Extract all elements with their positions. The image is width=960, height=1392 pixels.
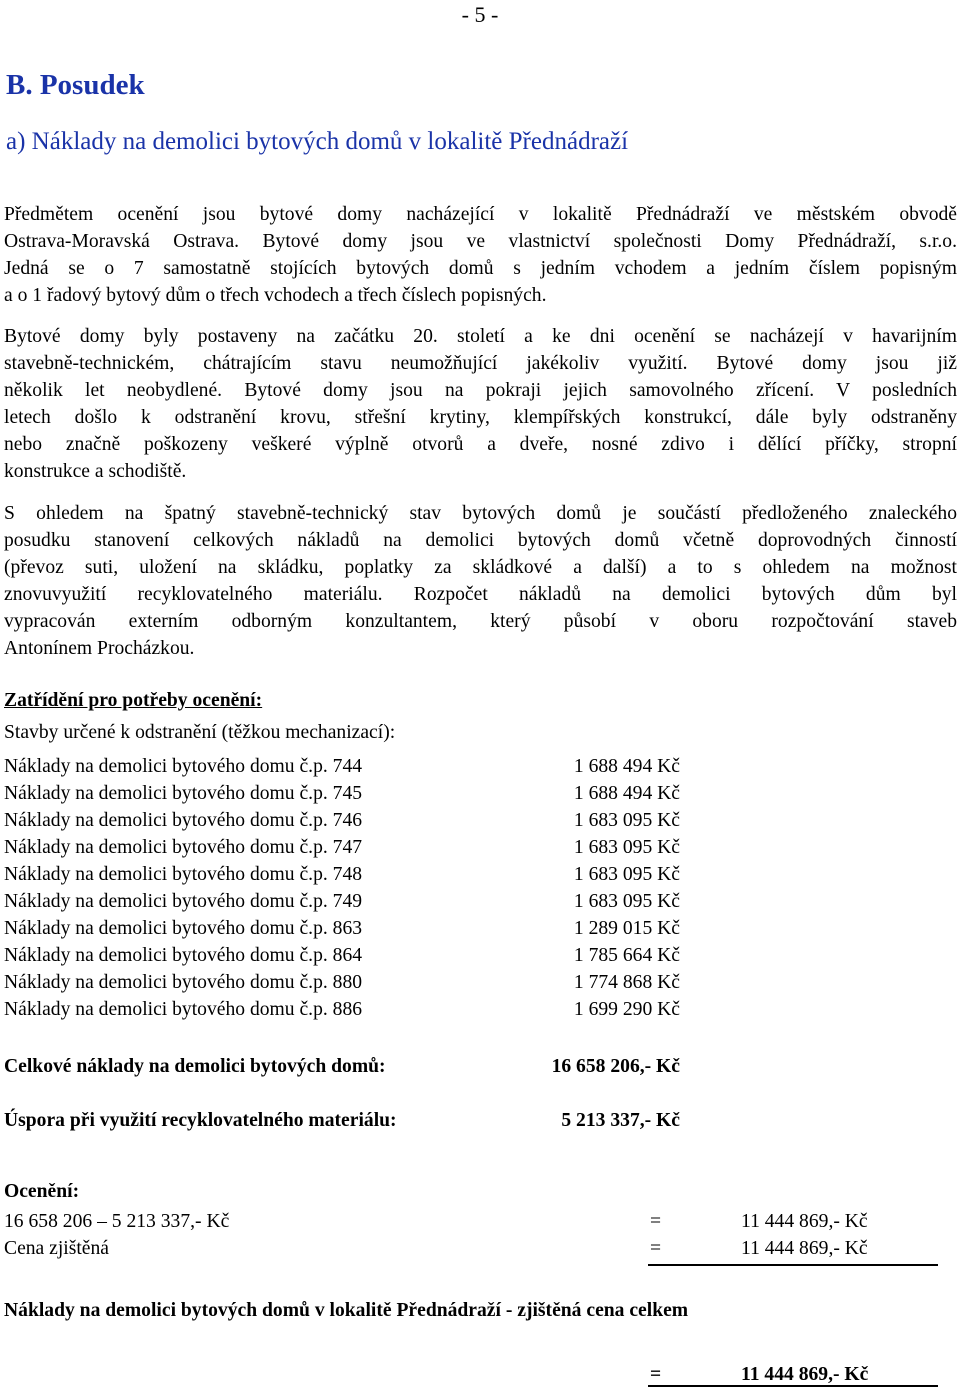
cost-label: Náklady na demolici bytového domu č.p. 747 [4,837,363,858]
calc-result: 11 444 869,- Kč [741,1238,868,1259]
paragraph-condition [4,323,957,485]
cost-value: 1 683 095 Kč [573,837,680,858]
total-row [4,1056,684,1078]
result-underline [648,1264,938,1266]
cost-label: Náklady na demolici bytového domu č.p. 748 [4,864,363,885]
classification-subtitle: Stavby určené k odstranění (těžkou mechanizací): [4,722,396,743]
calc-equals: = [650,1211,662,1232]
savings-value: 5 213 337,- Kč [561,1110,680,1131]
calc-equals: = [650,1238,662,1259]
valuation-title: Ocenění: [4,1181,80,1202]
cost-label: Náklady na demolici bytového domu č.p. 746 [4,810,363,831]
cost-label: Náklady na demolici bytového domu č.p. 749 [4,891,363,912]
calc-row [4,1238,940,1266]
text-line: S ohledem na špatný stavebně-technický stav bytových domů je součástí předloženého znaleckého [4,503,957,524]
cost-value: 1 683 095 Kč [573,864,680,885]
text-line: letech došlo k odstranění krovu, střešní krytiny, klempířských konstrukcí, dále byly odstraněny [4,407,957,428]
page-number: - 5 - [461,2,499,27]
cost-row [4,972,684,999]
final-underline [648,1385,938,1387]
paragraph-intro [4,201,957,309]
text-line: a o 1 řadový bytový dům o třech vchodech a třech číslech popisných. [4,285,547,306]
cost-label: Náklady na demolici bytového domu č.p. 745 [4,783,363,804]
text-line: (převoz suti, uložení na skládku, poplatky za skládkové a další) a to s ohledem na možnost [4,557,957,578]
text-line: Ostrava-Moravská Ostrava. Bytové domy jsou ve vlastnictví společnosti Domy Přednádraží, s.r.o. [4,231,957,252]
cost-value: 1 785 664 Kč [573,945,680,966]
classification-title: Zatřídění pro potřeby ocenění: [4,690,263,711]
final-row [4,1364,940,1392]
final-result: 11 444 869,- Kč [741,1364,869,1385]
calc-result: 11 444 869,- Kč [741,1211,868,1232]
cost-row [4,891,684,918]
cost-row [4,756,684,783]
calc-label: 16 658 206 – 5 213 337,- Kč [4,1211,230,1232]
text-line: Jedná se o 7 samostatně stojících bytových domů s jedním vchodem a jedním číslem popisným [4,258,957,279]
cost-row [4,783,684,810]
savings-label: Úspora při využití recyklovatelného materiálu: [4,1110,397,1131]
text-line: posudku stanovení celkových nákladů na demolici bytových domů včetně doprovodných činností [4,530,957,551]
savings-row [4,1110,684,1132]
text-line: znovuvyužití recyklovatelného materiálu. Rozpočet nákladů na demolici bytových dům byl [4,584,957,605]
text-line: Předmětem ocenění jsou bytové domy nacházející v lokalitě Přednádraží ve městském obvodě [4,204,957,225]
section-heading: B. Posudek [6,69,145,101]
text-line: konstrukce a schodiště. [4,461,187,482]
cost-label: Náklady na demolici bytového domu č.p. 864 [4,945,363,966]
cost-label: Náklady na demolici bytového domu č.p. 880 [4,972,363,993]
text-line: Antonínem Procházkou. [4,638,195,659]
text-line: vypracován externím odborným konzultantem, který působí v oboru rozpočtování staveb [4,611,957,632]
final-label: Náklady na demolici bytových domů v lokalitě Přednádraží - zjištěná cena celkem [4,1300,689,1321]
cost-value: 1 699 290 Kč [573,999,680,1020]
total-label: Celkové náklady na demolici bytových domů: [4,1056,386,1077]
calc-label: Cena zjištěná [4,1238,110,1259]
text-line: nebo značně poškozeny veškeré výplně otvorů a dveře, nosné zdivo i dělící příčky, stropní [4,434,957,455]
cost-value: 1 774 868 Kč [573,972,680,993]
paragraph-budget [4,500,957,662]
cost-label: Náklady na demolici bytového domu č.p. 744 [4,756,363,777]
subsection-heading: a) Náklady na demolici bytových domů v lokalitě Přednádraží [6,128,629,155]
cost-value: 1 688 494 Kč [573,783,680,804]
text-line: několik let neobydlené. Bytové domy jsou na pokraji jejich samovolného zřícení. V posledních [4,380,957,401]
total-value: 16 658 206,- Kč [551,1056,680,1077]
cost-value: 1 683 095 Kč [573,810,680,831]
cost-row [4,864,684,891]
cost-label: Náklady na demolici bytového domu č.p. 863 [4,918,363,939]
cost-row [4,945,684,972]
final-equals: = [650,1364,662,1385]
cost-value: 1 688 494 Kč [573,756,680,777]
cost-row [4,999,684,1026]
cost-row [4,837,684,864]
cost-row [4,810,684,837]
cost-row [4,918,684,945]
calc-row [4,1211,940,1239]
cost-value: 1 289 015 Kč [573,918,680,939]
text-line: Bytové domy byly postaveny na začátku 20. století a ke dni ocenění se nacházejí v havarijním [4,326,957,347]
text-line: stavebně-technickém, chátrajícím stavu neumožňující jakékoliv využití. Bytové domy jsou již [4,353,957,374]
cost-value: 1 683 095 Kč [573,891,680,912]
cost-label: Náklady na demolici bytového domu č.p. 886 [4,999,363,1020]
